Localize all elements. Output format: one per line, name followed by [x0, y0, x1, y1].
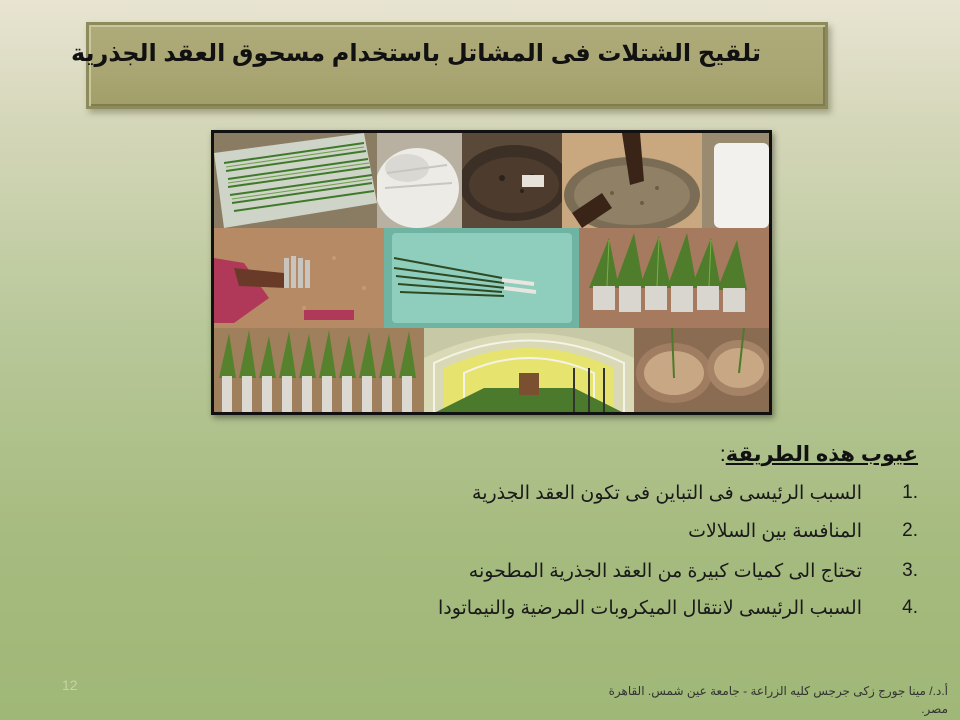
photo-pine-needles-tray	[214, 133, 377, 228]
list-text: تحتاج الى كميات كبيرة من العقد الجذرية المطحونه	[468, 561, 862, 582]
list-text: المنافسة بين السلالات	[688, 521, 862, 542]
disadvantages-heading	[720, 442, 918, 467]
list-item	[358, 482, 918, 516]
slide-title: تلقيح الشتلات فى المشاتل باستخدام مسحوق العقد الجذرية	[70, 40, 761, 67]
photo-planting-tubes	[214, 228, 384, 328]
heading-colon: :	[719, 443, 726, 466]
list-number: 2.	[902, 520, 918, 541]
title-box	[70, 22, 828, 109]
slide-number: 12	[62, 677, 78, 693]
photo-seedlings-in-water	[384, 228, 579, 328]
list-number: 1.	[902, 482, 918, 503]
photo-potted-seedlings	[634, 328, 769, 415]
list-item	[358, 597, 918, 631]
list-item	[358, 560, 918, 594]
photo-white-container	[702, 133, 769, 228]
photo-tubed-seedling-rows	[214, 328, 424, 415]
photo-hands-mixing-soil	[562, 133, 702, 228]
list-number: 3.	[902, 560, 918, 581]
photo-soil-basin	[462, 133, 562, 228]
list-text: السبب الرئيسى لانتقال الميكروبات المرضية والنيماتودا	[437, 598, 862, 619]
photo-collage	[211, 130, 772, 415]
list-number: 4.	[902, 597, 918, 618]
list-item	[358, 520, 918, 554]
photo-greenhouse-tunnel	[424, 328, 634, 415]
heading-text: عيوب هذه الطريقة	[725, 443, 918, 466]
photo-bundled-seedlings	[579, 228, 769, 328]
photo-white-sacks	[377, 133, 462, 228]
footer-line-2: مصر.	[921, 702, 948, 716]
list-text: السبب الرئيسى فى التباين فى تكون العقد الجذرية	[472, 483, 862, 504]
footer-line-1: أ.د./ مينا جورج زكى جرجس كليه الزراعة - جامعة عين شمس. القاهرة	[608, 684, 948, 698]
footer-credit	[548, 682, 948, 718]
